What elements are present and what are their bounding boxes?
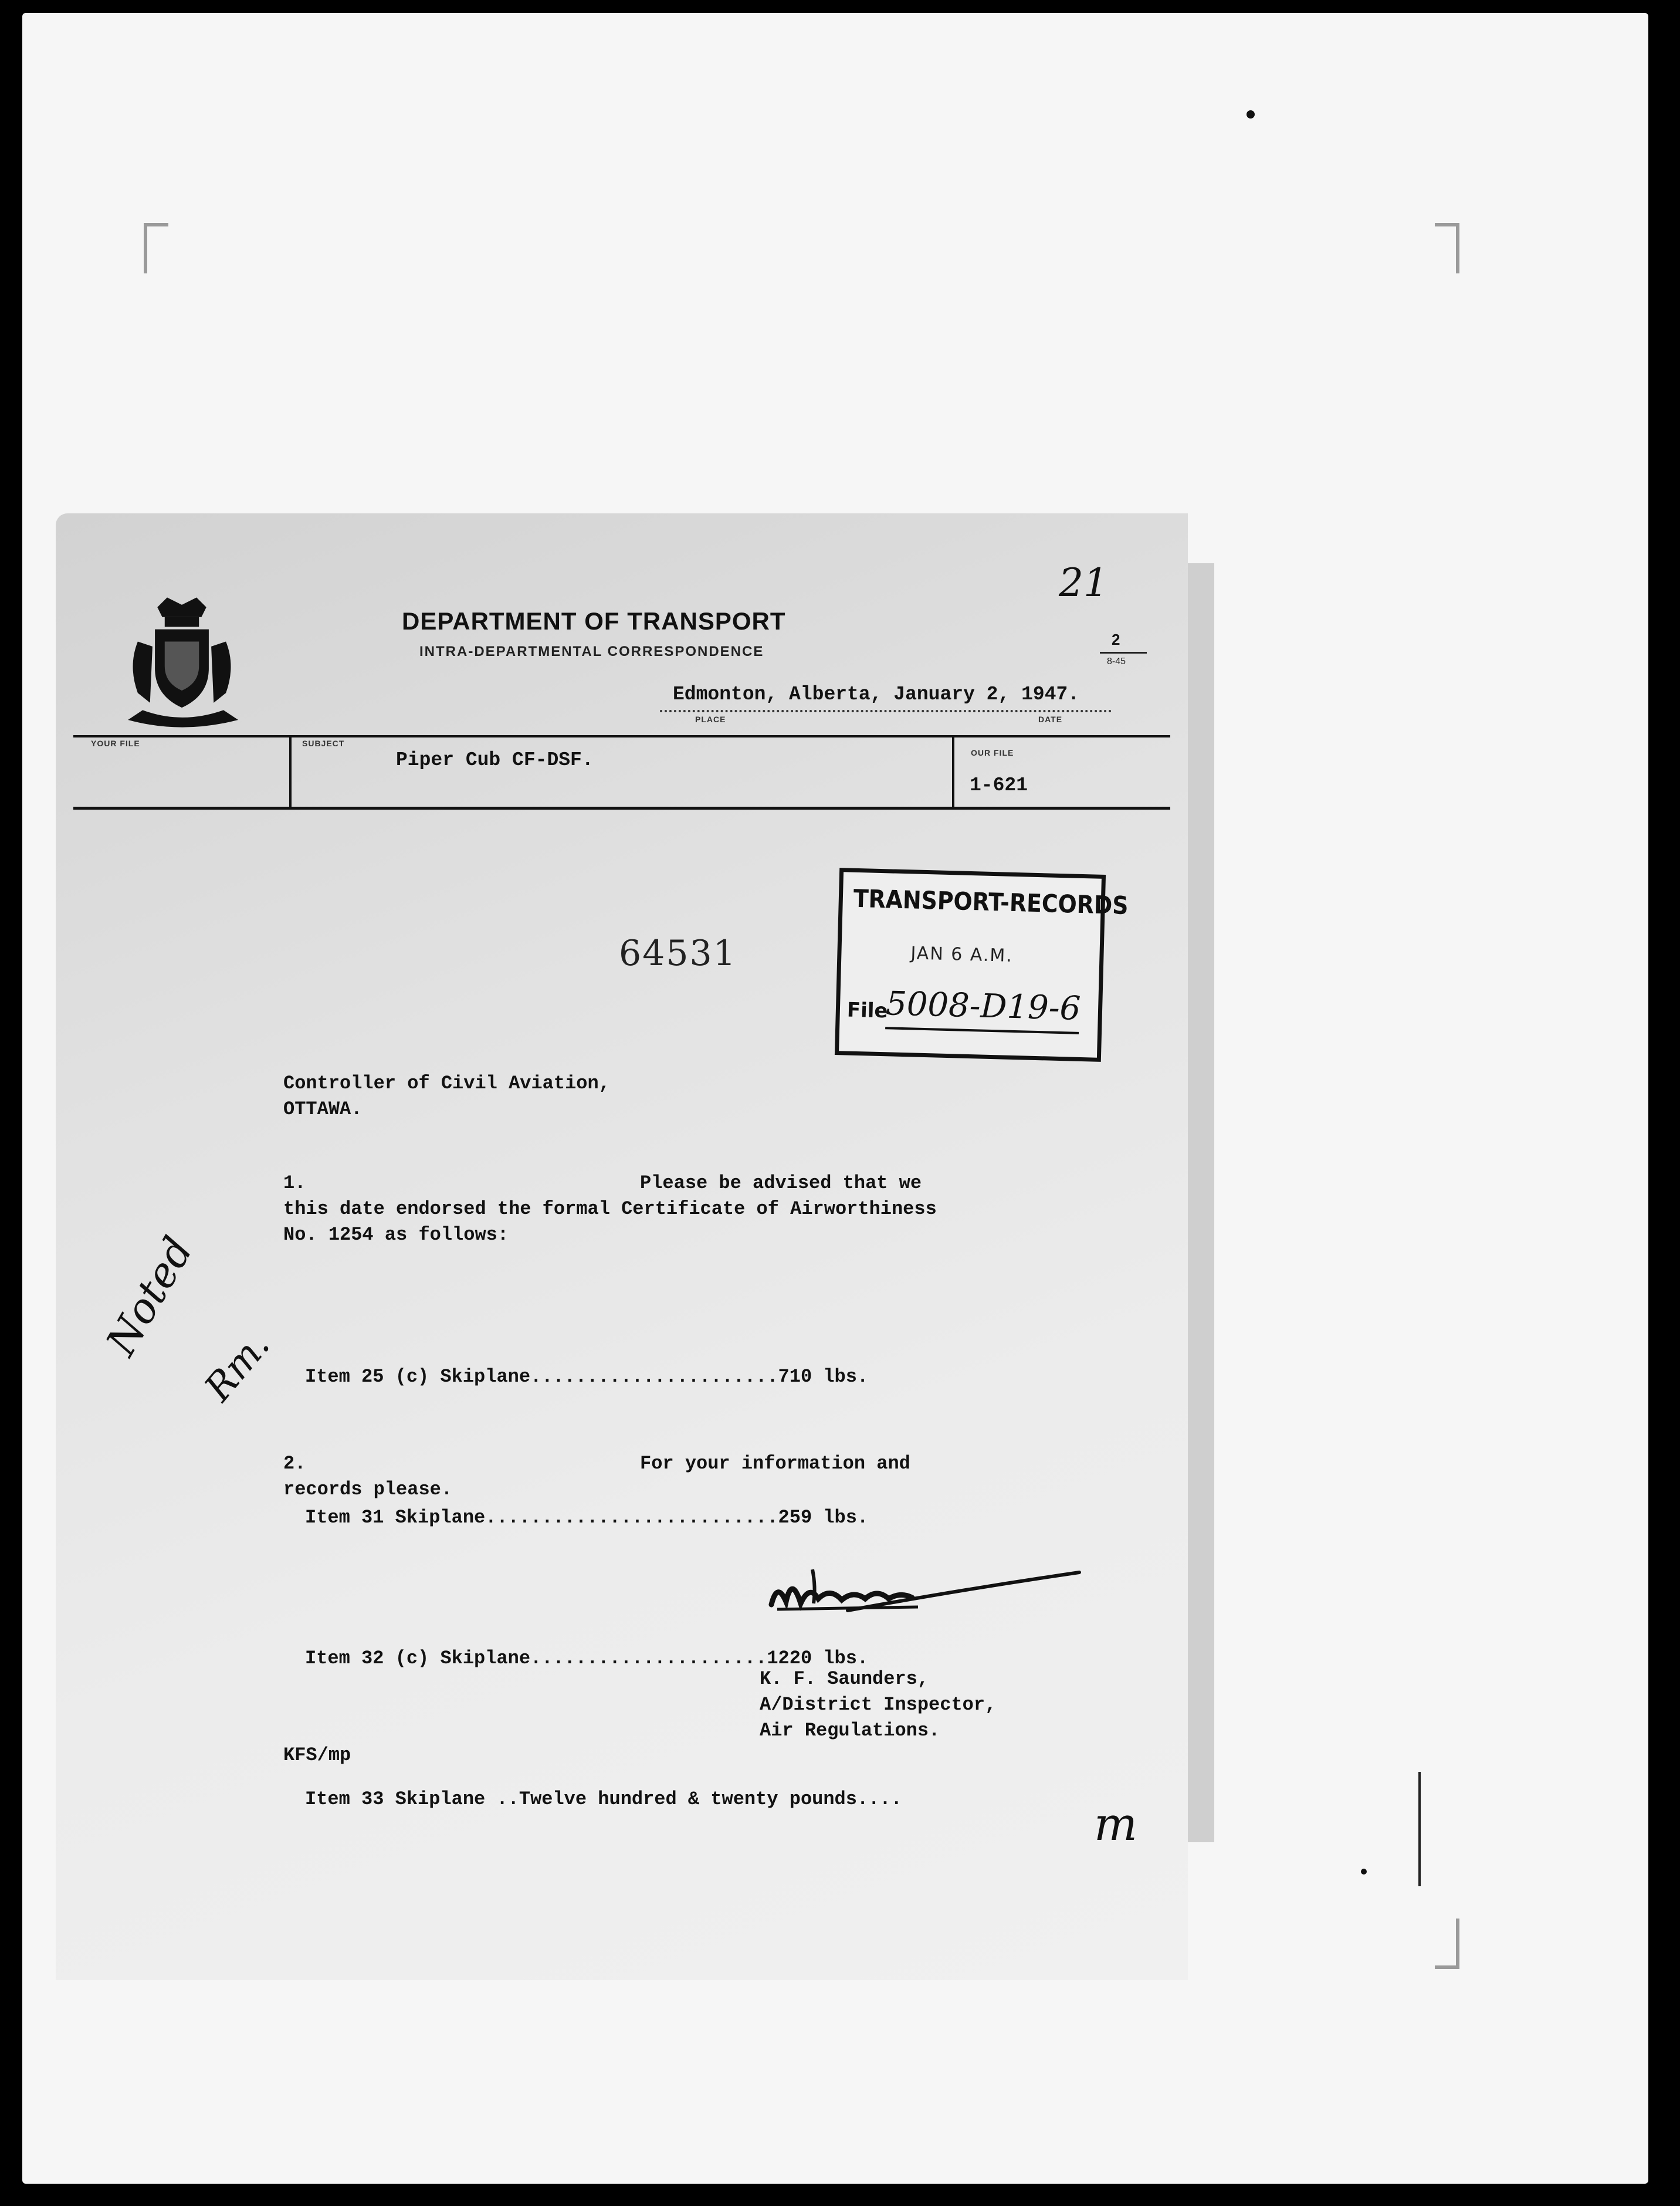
list-item: Item 25 (c) Skiplane......................710 lbs. [305, 1366, 869, 1388]
signer-name: K. F. Saunders, [760, 1668, 929, 1690]
list-item: Item 32 (c) Skiplane.....................1220 lbs. [305, 1647, 869, 1669]
form-date: 8-45 [1107, 657, 1126, 666]
crop-mark-bottom-right [1435, 1919, 1459, 1969]
place-and-date: Edmonton, Alberta, January 2, 1947. [673, 684, 1080, 705]
header-rule-top [73, 735, 1170, 737]
your-file-label: YOUR FILE [91, 739, 140, 748]
place-date-dotted-line [660, 710, 1112, 712]
paragraph-number: 2. [283, 1453, 306, 1474]
header-divider [289, 736, 292, 808]
header-rule-bottom [73, 807, 1170, 810]
crop-mark-top-right [1435, 223, 1459, 273]
stamp-file-underline [885, 1027, 1079, 1034]
stamp-file-value: 5008-D19-6 [885, 984, 1082, 1028]
form-number-divider [1100, 652, 1147, 654]
crop-mark-top-left [144, 223, 168, 273]
our-file-label: OUR FILE [971, 748, 1014, 757]
place-label: PLACE [695, 715, 726, 724]
addressee-line: Controller of Civil Aviation, [283, 1072, 610, 1094]
file-number: 64531 [619, 933, 737, 974]
coat-of-arms-icon [120, 593, 243, 733]
header-divider [952, 736, 954, 808]
records-stamp [835, 868, 1129, 1062]
paragraph-1 [283, 1170, 937, 1248]
signer-division: Air Regulations. [760, 1720, 940, 1741]
signer-title: A/District Inspector, [760, 1694, 997, 1716]
addressee-line: OTTAWA. [283, 1098, 363, 1120]
list-item: Item 31 Skiplane..........................259 lbs. [305, 1507, 869, 1528]
stamp-title: TRANSPORT-RECORDS [853, 884, 1129, 921]
margin-note: Noted [97, 1229, 202, 1363]
paragraph-2 [283, 1451, 910, 1503]
margin-note-initials: Rm. [197, 1324, 279, 1410]
dust-speck [1247, 110, 1255, 119]
stamp-date: JAN 6 A.M. [910, 943, 1014, 966]
handwritten-page-number: 21 [1059, 560, 1108, 605]
paragraph-line: For your information and [640, 1453, 910, 1474]
dust-speck [1361, 1869, 1367, 1875]
department-title: DEPARTMENT OF TRANSPORT [402, 607, 786, 635]
paragraph-line: No. 1254 as follows: [283, 1224, 509, 1246]
form-number: 2 [1112, 631, 1120, 648]
letter-sheet [56, 513, 1188, 1980]
edge-mark [1418, 1772, 1421, 1886]
paragraph-number: 1. [283, 1172, 306, 1194]
department-subtitle: INTRA-DEPARTMENTAL CORRESPONDENCE [419, 644, 764, 659]
signer-block [760, 1666, 996, 1744]
handwritten-mark: m [1094, 1798, 1137, 1851]
subject-label: SUBJECT [302, 739, 345, 748]
paragraph-line: records please. [283, 1478, 453, 1500]
list-item: Item 33 Skiplane ..Twelve hundred & twenty pounds.... [305, 1788, 902, 1810]
addressee-block [283, 1071, 610, 1122]
paragraph-line: Please be advised that we [640, 1172, 922, 1194]
signature [760, 1558, 1088, 1622]
our-file-value: 1-621 [970, 774, 1028, 796]
stamp-file-label: File [846, 998, 889, 1023]
typist-initials: KFS/mp [283, 1744, 351, 1766]
paragraph-line: this date endorsed the formal Certificate of Airworthiness [283, 1198, 937, 1220]
date-label: DATE [1038, 715, 1063, 724]
subject-value: Piper Cub CF-DSF. [396, 749, 594, 771]
